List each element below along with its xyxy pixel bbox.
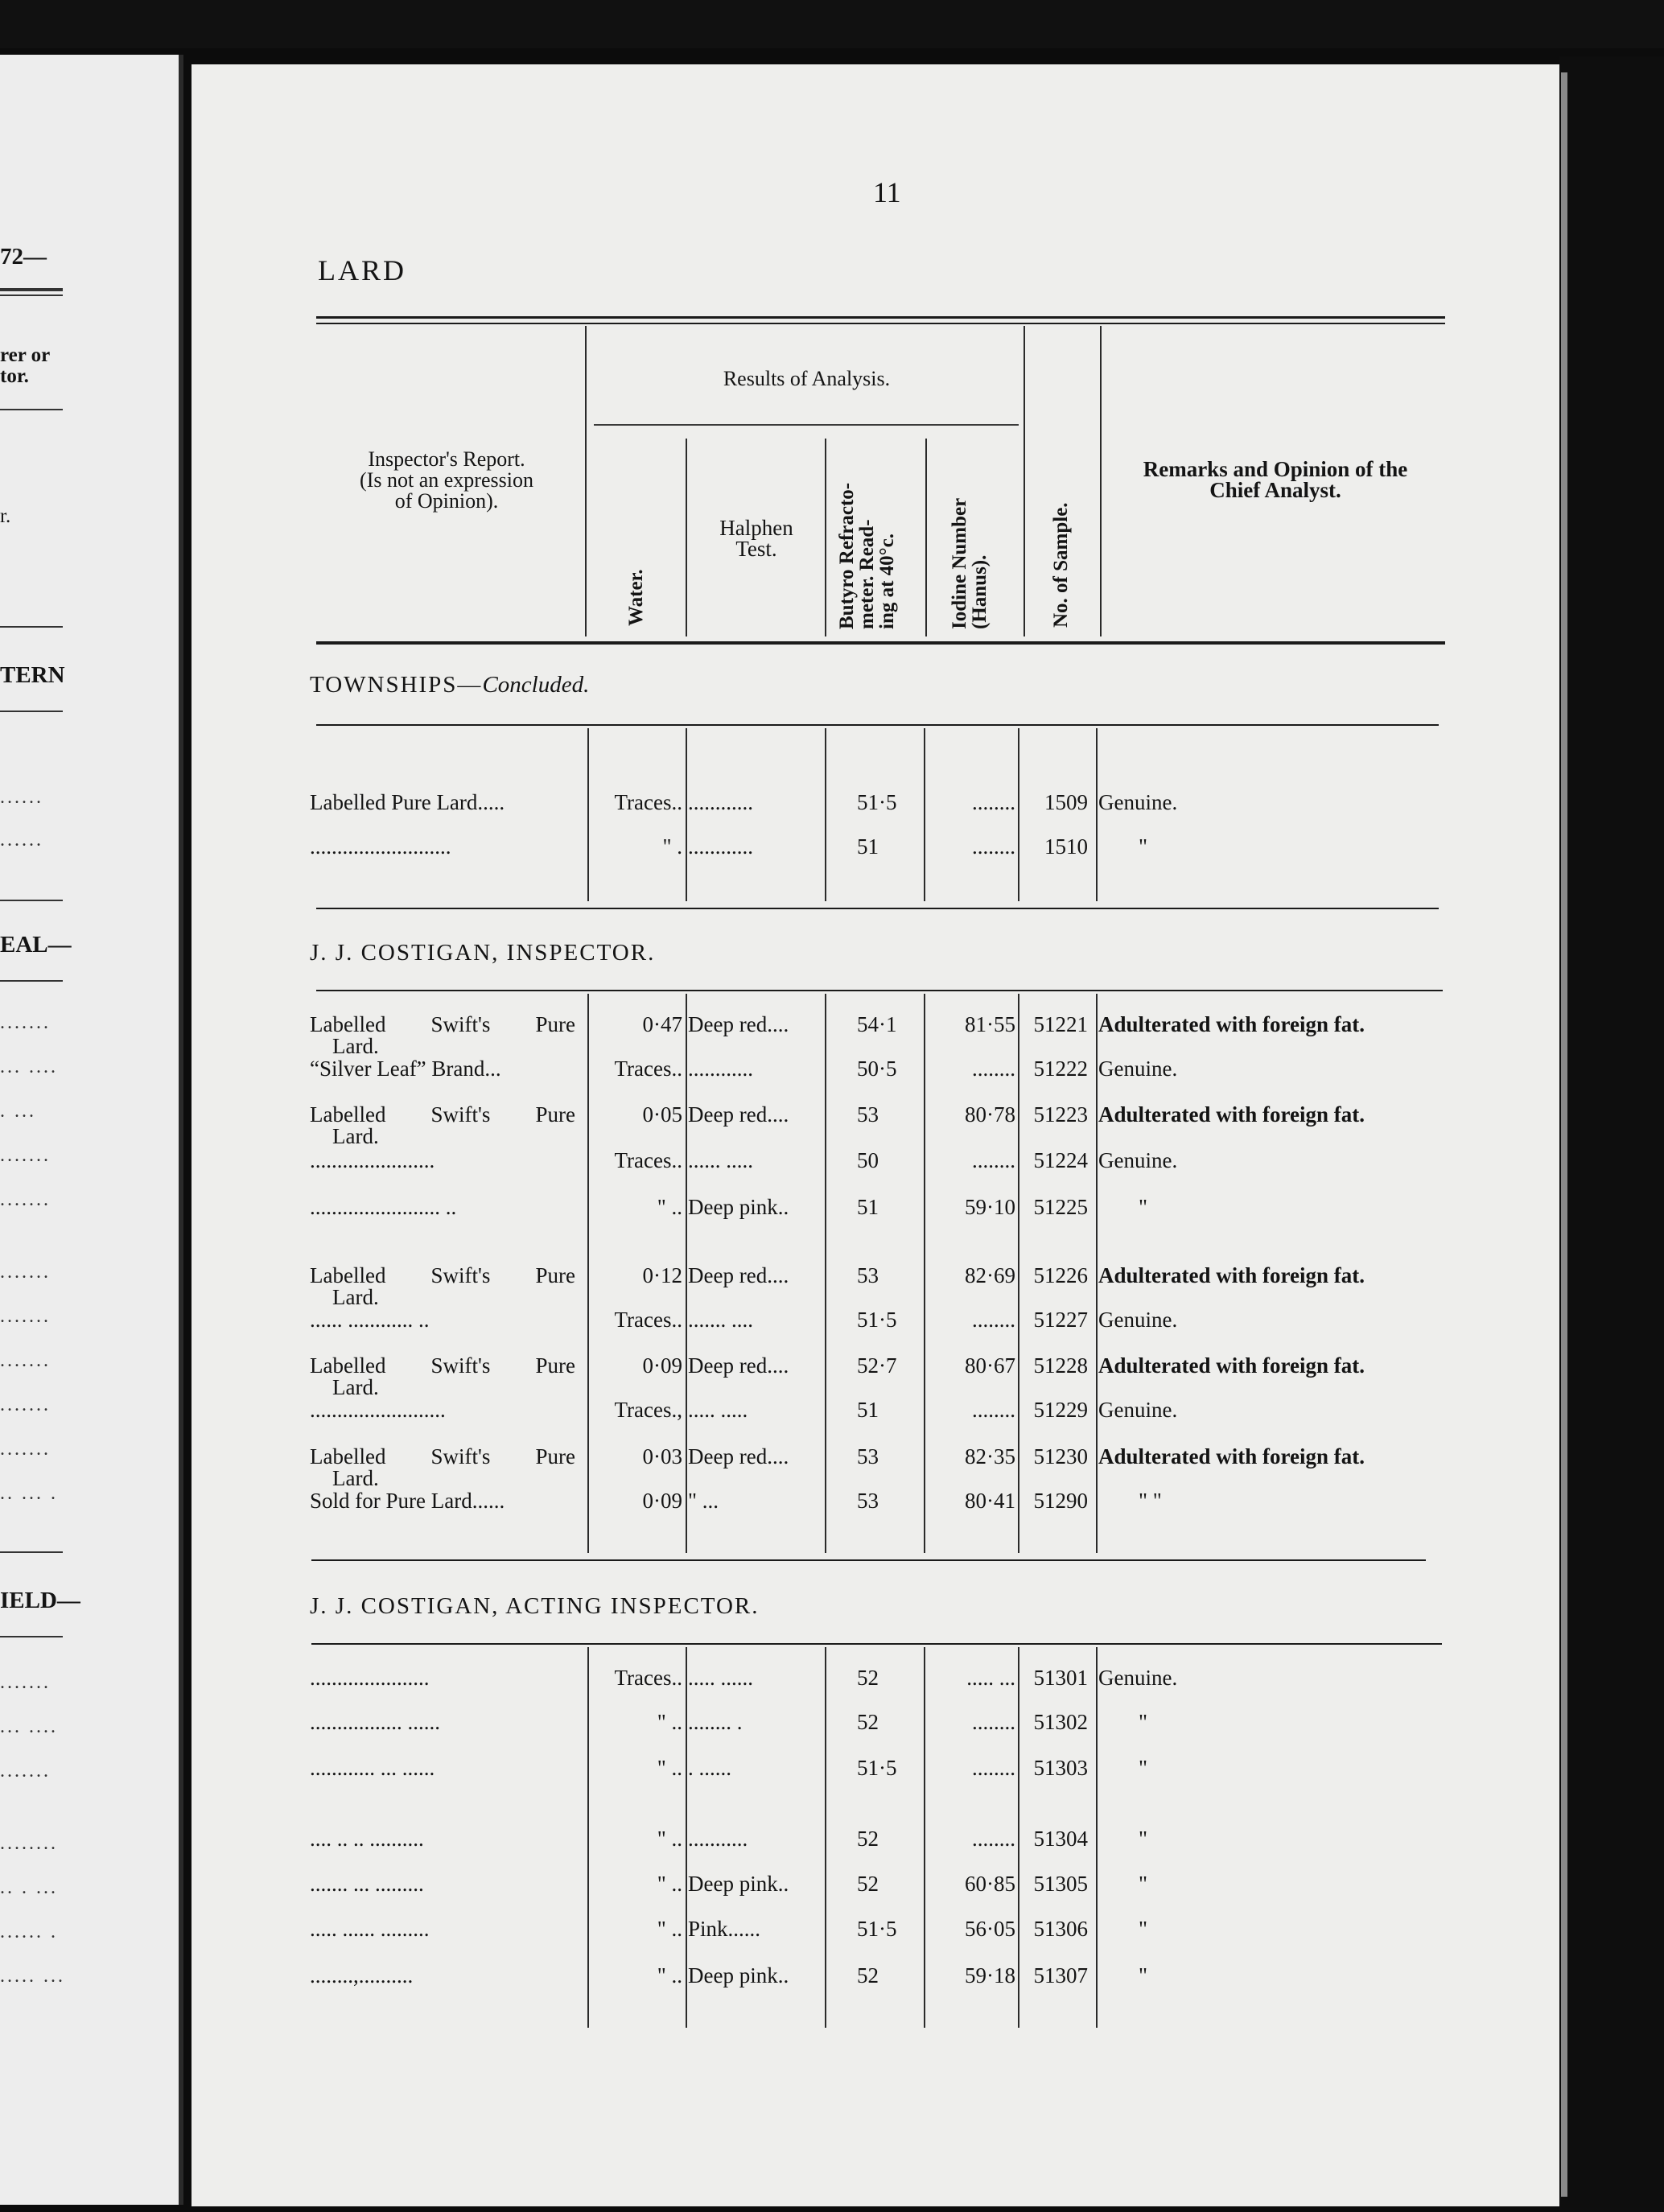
iodine-number-cell: ........ <box>972 1148 1015 1172</box>
sample-number-cell: 51229 <box>1033 1398 1088 1422</box>
remarks-cell: " <box>1139 1963 1148 1988</box>
column-divider <box>924 994 925 1553</box>
butyro-reading-cell: 51 <box>857 834 879 859</box>
halphen-test-cell: ............ <box>688 790 753 814</box>
column-divider <box>825 728 826 901</box>
sample-number-cell: 51223 <box>1033 1102 1088 1127</box>
inspector-report-cell: ..... ...... ......... <box>310 1917 430 1941</box>
remarks-cell: " " <box>1139 1489 1162 1513</box>
iodine-number-cell: ........ <box>972 1827 1015 1851</box>
header-bottom-rule <box>316 641 1445 645</box>
water-cell: " .. <box>657 1917 682 1941</box>
remarks-cell: Genuine. <box>1098 1666 1178 1690</box>
header-iodine-number: Iodine Number (Hanus). <box>949 497 991 629</box>
inspector-report-cell: ........,.......... <box>310 1963 414 1988</box>
sample-number-cell: 51304 <box>1033 1827 1088 1851</box>
column-divider <box>1096 994 1098 1553</box>
butyro-reading-cell: 51 <box>857 1398 879 1422</box>
column-divider <box>585 326 587 636</box>
left-fragment-text: TERN <box>0 662 65 688</box>
butyro-reading-cell: 51·5 <box>857 1308 897 1332</box>
water-cell: 0·47 <box>642 1012 682 1036</box>
sample-number-cell: 51228 <box>1033 1353 1088 1378</box>
butyro-reading-cell: 52 <box>857 1872 879 1896</box>
header-results-of-analysis: Results of Analysis. <box>723 367 891 390</box>
iodine-number-cell: ........ <box>972 834 1015 859</box>
left-leader-dots: ....... <box>0 1672 51 1693</box>
sample-number-cell: 51306 <box>1033 1917 1088 1941</box>
halphen-test-cell: Pink...... <box>688 1917 761 1941</box>
left-leader-dots: ...... . <box>0 1922 58 1942</box>
group-title-inspector: J. J. COSTIGAN, INSPECTOR. <box>310 940 656 966</box>
group-rule <box>316 724 1439 726</box>
page-number: 11 <box>873 176 901 208</box>
butyro-reading-cell: 50 <box>857 1148 879 1172</box>
iodine-number-cell: ........ <box>972 1756 1015 1780</box>
water-cell: Traces.. <box>614 790 682 814</box>
column-divider <box>1100 326 1102 636</box>
halphen-test-cell: " ... <box>688 1489 719 1513</box>
iodine-number-cell: ........ <box>972 1057 1015 1081</box>
inspector-report-cell: ...... ............ .. <box>310 1308 430 1332</box>
iodine-number-cell: 80·78 <box>965 1102 1015 1127</box>
left-rule <box>0 900 63 901</box>
water-cell: Traces., <box>614 1398 682 1422</box>
left-leader-dots: ...... <box>0 787 43 808</box>
remarks-cell: Genuine. <box>1098 1308 1178 1332</box>
halphen-test-cell: Deep red.... <box>688 1263 789 1287</box>
left-leader-dots: ....... <box>0 1306 51 1327</box>
butyro-reading-cell: 51 <box>857 1195 879 1219</box>
water-cell: " .. <box>657 1756 682 1780</box>
iodine-number-cell: 80·41 <box>965 1489 1015 1513</box>
group-rule <box>316 908 1439 909</box>
left-leader-dots: ... .... <box>0 1057 58 1077</box>
water-cell: " . <box>662 834 682 859</box>
left-leader-dots: . ... <box>0 1101 36 1122</box>
water-cell: 0·09 <box>642 1353 682 1378</box>
halphen-test-cell: Deep pink.. <box>688 1872 789 1896</box>
column-divider <box>686 994 687 1553</box>
sample-number-cell: 51290 <box>1033 1489 1088 1513</box>
remarks-cell: " <box>1139 1195 1148 1219</box>
inspector-report-cell: ...................... <box>310 1666 430 1690</box>
halphen-test-cell: ............ <box>688 1057 753 1081</box>
water-cell: Traces.. <box>614 1666 682 1690</box>
column-divider <box>1096 1647 1098 2028</box>
butyro-reading-cell: 51·5 <box>857 1917 897 1941</box>
halphen-test-cell: ...... ..... <box>688 1148 753 1172</box>
butyro-reading-cell: 52 <box>857 1666 879 1690</box>
iodine-number-cell: 80·67 <box>965 1353 1015 1378</box>
water-cell: Traces.. <box>614 1057 682 1081</box>
remarks-cell: Genuine. <box>1098 1148 1178 1172</box>
butyro-reading-cell: 53 <box>857 1102 879 1127</box>
inspector-report-cell: ........................ .. <box>310 1195 457 1219</box>
butyro-reading-cell: 53 <box>857 1444 879 1468</box>
butyro-reading-cell: 50·5 <box>857 1057 897 1081</box>
remarks-cell: Adulterated with foreign fat. <box>1098 1353 1365 1378</box>
page-edge <box>1561 72 1567 2197</box>
inspector-report-continuation: Lard. <box>332 1285 379 1309</box>
left-page-fragment <box>0 55 183 2205</box>
column-divider <box>1018 728 1019 901</box>
inspector-report-continuation: Lard. <box>332 1034 379 1058</box>
inspector-report-cell: ............ ... ...... <box>310 1756 435 1780</box>
inspector-report-cell: Labelled Swift's Pure <box>310 1353 575 1378</box>
column-divider <box>1024 326 1025 636</box>
butyro-reading-cell: 53 <box>857 1263 879 1287</box>
left-leader-dots: .. . ... <box>0 1877 58 1898</box>
iodine-number-cell: 82·69 <box>965 1263 1015 1287</box>
remarks-cell: " <box>1139 834 1148 859</box>
remarks-cell: " <box>1139 1710 1148 1734</box>
inspector-report-cell: .......................... <box>310 834 451 859</box>
left-leader-dots: ..... ... <box>0 1966 65 1987</box>
inspector-report-cell: Sold for Pure Lard...... <box>310 1489 505 1513</box>
inspector-report-continuation: Lard. <box>332 1466 379 1490</box>
halphen-test-cell: Deep pink.. <box>688 1195 789 1219</box>
halphen-test-cell: Deep red.... <box>688 1102 789 1127</box>
butyro-reading-cell: 52 <box>857 1827 879 1851</box>
header-halphen-test: Halphen Test. <box>719 516 793 561</box>
left-leader-dots: ...... <box>0 830 43 851</box>
iodine-number-cell: 59·10 <box>965 1195 1015 1219</box>
halphen-test-cell: Deep pink.. <box>688 1963 789 1988</box>
water-cell: 0·05 <box>642 1102 682 1127</box>
column-divider <box>1018 994 1019 1553</box>
header-water: Water. <box>625 569 647 626</box>
butyro-reading-cell: 52 <box>857 1710 879 1734</box>
left-rule <box>0 409 63 410</box>
remarks-cell: Adulterated with foreign fat. <box>1098 1444 1365 1468</box>
water-cell: " .. <box>657 1827 682 1851</box>
halphen-test-cell: Deep red.... <box>688 1444 789 1468</box>
column-divider <box>925 439 927 636</box>
butyro-reading-cell: 52 <box>857 1963 879 1988</box>
left-rule <box>0 711 63 712</box>
column-divider <box>686 728 687 901</box>
remarks-cell: Adulterated with foreign fat. <box>1098 1263 1365 1287</box>
water-cell: " .. <box>657 1710 682 1734</box>
table-top-rule <box>316 316 1445 319</box>
left-leader-dots: ....... <box>0 1394 51 1415</box>
sample-number-cell: 51307 <box>1033 1963 1088 1988</box>
water-cell: " .. <box>657 1963 682 1988</box>
sample-number-cell: 51225 <box>1033 1195 1088 1219</box>
sample-number-cell: 51226 <box>1033 1263 1088 1287</box>
column-divider <box>825 1647 826 2028</box>
remarks-cell: Adulterated with foreign fat. <box>1098 1102 1365 1127</box>
inspector-report-cell: ................. ...... <box>310 1710 440 1734</box>
header-remarks: Remarks and Opinion of the Chief Analyst. <box>1143 457 1408 502</box>
left-leader-dots: ....... <box>0 1761 51 1782</box>
water-cell: Traces.. <box>614 1148 682 1172</box>
column-divider <box>1018 1647 1019 2028</box>
left-fragment-text: tor. <box>0 365 29 387</box>
scan-border-top <box>0 0 1664 48</box>
left-fragment-text: rer or <box>0 344 51 366</box>
inspector-report-cell: Labelled Swift's Pure <box>310 1263 575 1287</box>
left-leader-dots: .. ... . <box>0 1483 58 1504</box>
header-sample-number: No. of Sample. <box>1050 502 1072 628</box>
halphen-test-cell: Deep red.... <box>688 1012 789 1036</box>
header-butyro-refractometer: Butyro Refracto- meter. Read- ing at 40°c. <box>836 482 898 629</box>
sample-number-cell: 51227 <box>1033 1308 1088 1332</box>
column-divider <box>686 439 687 636</box>
butyro-reading-cell: 54·1 <box>857 1012 897 1036</box>
remarks-cell: " <box>1139 1872 1148 1896</box>
sample-number-cell: 51303 <box>1033 1756 1088 1780</box>
inspector-report-cell: Labelled Pure Lard..... <box>310 790 505 814</box>
left-leader-dots: ....... <box>0 1439 51 1460</box>
table-top-rule <box>316 323 1445 324</box>
sample-number-cell: 51302 <box>1033 1710 1088 1734</box>
sample-number-cell: 51222 <box>1033 1057 1088 1081</box>
inspector-report-cell: ....... ... ......... <box>310 1872 424 1896</box>
column-divider <box>1096 728 1098 901</box>
halphen-test-cell: ..... ..... <box>688 1398 748 1422</box>
group-title-townships: TOWNSHIPS—Concluded. <box>310 672 590 698</box>
left-leader-dots: ....... <box>0 1262 51 1283</box>
header-inspector-report: Inspector's Report. (Is not an expression of Opinion). <box>360 447 533 513</box>
butyro-reading-cell: 51·5 <box>857 1756 897 1780</box>
sample-number-cell: 51305 <box>1033 1872 1088 1896</box>
column-divider <box>924 728 925 901</box>
halphen-test-cell: ........ . <box>688 1710 743 1734</box>
column-divider <box>825 994 826 1553</box>
left-leader-dots: ....... <box>0 1350 51 1371</box>
water-cell: 0·03 <box>642 1444 682 1468</box>
halphen-test-cell: ............ <box>688 834 753 859</box>
butyro-reading-cell: 51·5 <box>857 790 897 814</box>
iodine-number-cell: ........ <box>972 790 1015 814</box>
sample-number-cell: 51221 <box>1033 1012 1088 1036</box>
remarks-cell: " <box>1139 1756 1148 1780</box>
remarks-cell: " <box>1139 1827 1148 1851</box>
remarks-cell: Genuine. <box>1098 790 1178 814</box>
iodine-number-cell: 60·85 <box>965 1872 1015 1896</box>
halphen-test-cell: ........... <box>688 1827 748 1851</box>
butyro-reading-cell: 53 <box>857 1489 879 1513</box>
halphen-test-cell: ....... .... <box>688 1308 753 1332</box>
inspector-report-continuation: Lard. <box>332 1124 379 1148</box>
left-fragment-text: EAL— <box>0 932 72 958</box>
iodine-number-cell: 56·05 <box>965 1917 1015 1941</box>
sample-number-cell: 51301 <box>1033 1666 1088 1690</box>
group-rule <box>311 1559 1426 1561</box>
left-leader-dots: ........ <box>0 1833 58 1854</box>
left-fragment-text: IELD— <box>0 1588 80 1613</box>
sample-number-cell: 1509 <box>1044 790 1088 814</box>
left-rule <box>0 295 63 296</box>
inspector-report-cell: .... .. .. .......... <box>310 1827 424 1851</box>
left-rule <box>0 980 63 982</box>
iodine-number-cell: ........ <box>972 1710 1015 1734</box>
iodine-number-cell: ........ <box>972 1308 1015 1332</box>
left-leader-dots: ....... <box>0 1145 51 1166</box>
left-rule <box>0 288 63 291</box>
sample-number-cell: 1510 <box>1044 834 1088 859</box>
inspector-report-cell: ......................... <box>310 1398 446 1422</box>
inspector-report-cell: Labelled Swift's Pure <box>310 1444 575 1468</box>
inspector-report-cell: “Silver Leaf” Brand... <box>310 1057 501 1081</box>
water-cell: 0·12 <box>642 1263 682 1287</box>
iodine-number-cell: ........ <box>972 1398 1015 1422</box>
water-cell: 0·09 <box>642 1489 682 1513</box>
left-leader-dots: ....... <box>0 1012 51 1033</box>
group-rule <box>316 990 1443 991</box>
results-subrule <box>594 424 1019 426</box>
scan-border-right <box>1559 56 1664 2212</box>
left-leader-dots: ... .... <box>0 1716 58 1737</box>
iodine-number-cell: 59·18 <box>965 1963 1015 1988</box>
iodine-number-cell: 82·35 <box>965 1444 1015 1468</box>
section-title: LARD <box>318 254 406 286</box>
left-rule <box>0 1636 63 1637</box>
inspector-report-cell: Labelled Swift's Pure <box>310 1102 575 1127</box>
inspector-report-cell: Labelled Swift's Pure <box>310 1012 575 1036</box>
inspector-report-cell: ....................... <box>310 1148 435 1172</box>
halphen-test-cell: . ...... <box>688 1756 731 1780</box>
water-cell: " .. <box>657 1872 682 1896</box>
water-cell: Traces.. <box>614 1308 682 1332</box>
left-leader-dots: ....... <box>0 1189 51 1210</box>
remarks-cell: " <box>1139 1917 1148 1941</box>
inspector-report-continuation: Lard. <box>332 1375 379 1399</box>
remarks-cell: Adulterated with foreign fat. <box>1098 1012 1365 1036</box>
group-rule <box>311 1643 1442 1645</box>
remarks-cell: Genuine. <box>1098 1057 1178 1081</box>
left-fragment-text: 72— <box>0 244 47 270</box>
column-divider <box>924 1647 925 2028</box>
left-fragment-text: r. <box>0 505 11 527</box>
group-title-acting-inspector: J. J. COSTIGAN, ACTING INSPECTOR. <box>310 1593 760 1619</box>
left-rule <box>0 1551 63 1553</box>
water-cell: " .. <box>657 1195 682 1219</box>
sample-number-cell: 51230 <box>1033 1444 1088 1468</box>
iodine-number-cell: ..... ... <box>966 1666 1015 1690</box>
halphen-test-cell: ..... ...... <box>688 1666 753 1690</box>
remarks-cell: Genuine. <box>1098 1398 1178 1422</box>
butyro-reading-cell: 52·7 <box>857 1353 897 1378</box>
iodine-number-cell: 81·55 <box>965 1012 1015 1036</box>
column-divider <box>825 439 826 636</box>
left-rule <box>0 626 63 628</box>
halphen-test-cell: Deep red.... <box>688 1353 789 1378</box>
sample-number-cell: 51224 <box>1033 1148 1088 1172</box>
column-divider <box>686 1647 687 2028</box>
